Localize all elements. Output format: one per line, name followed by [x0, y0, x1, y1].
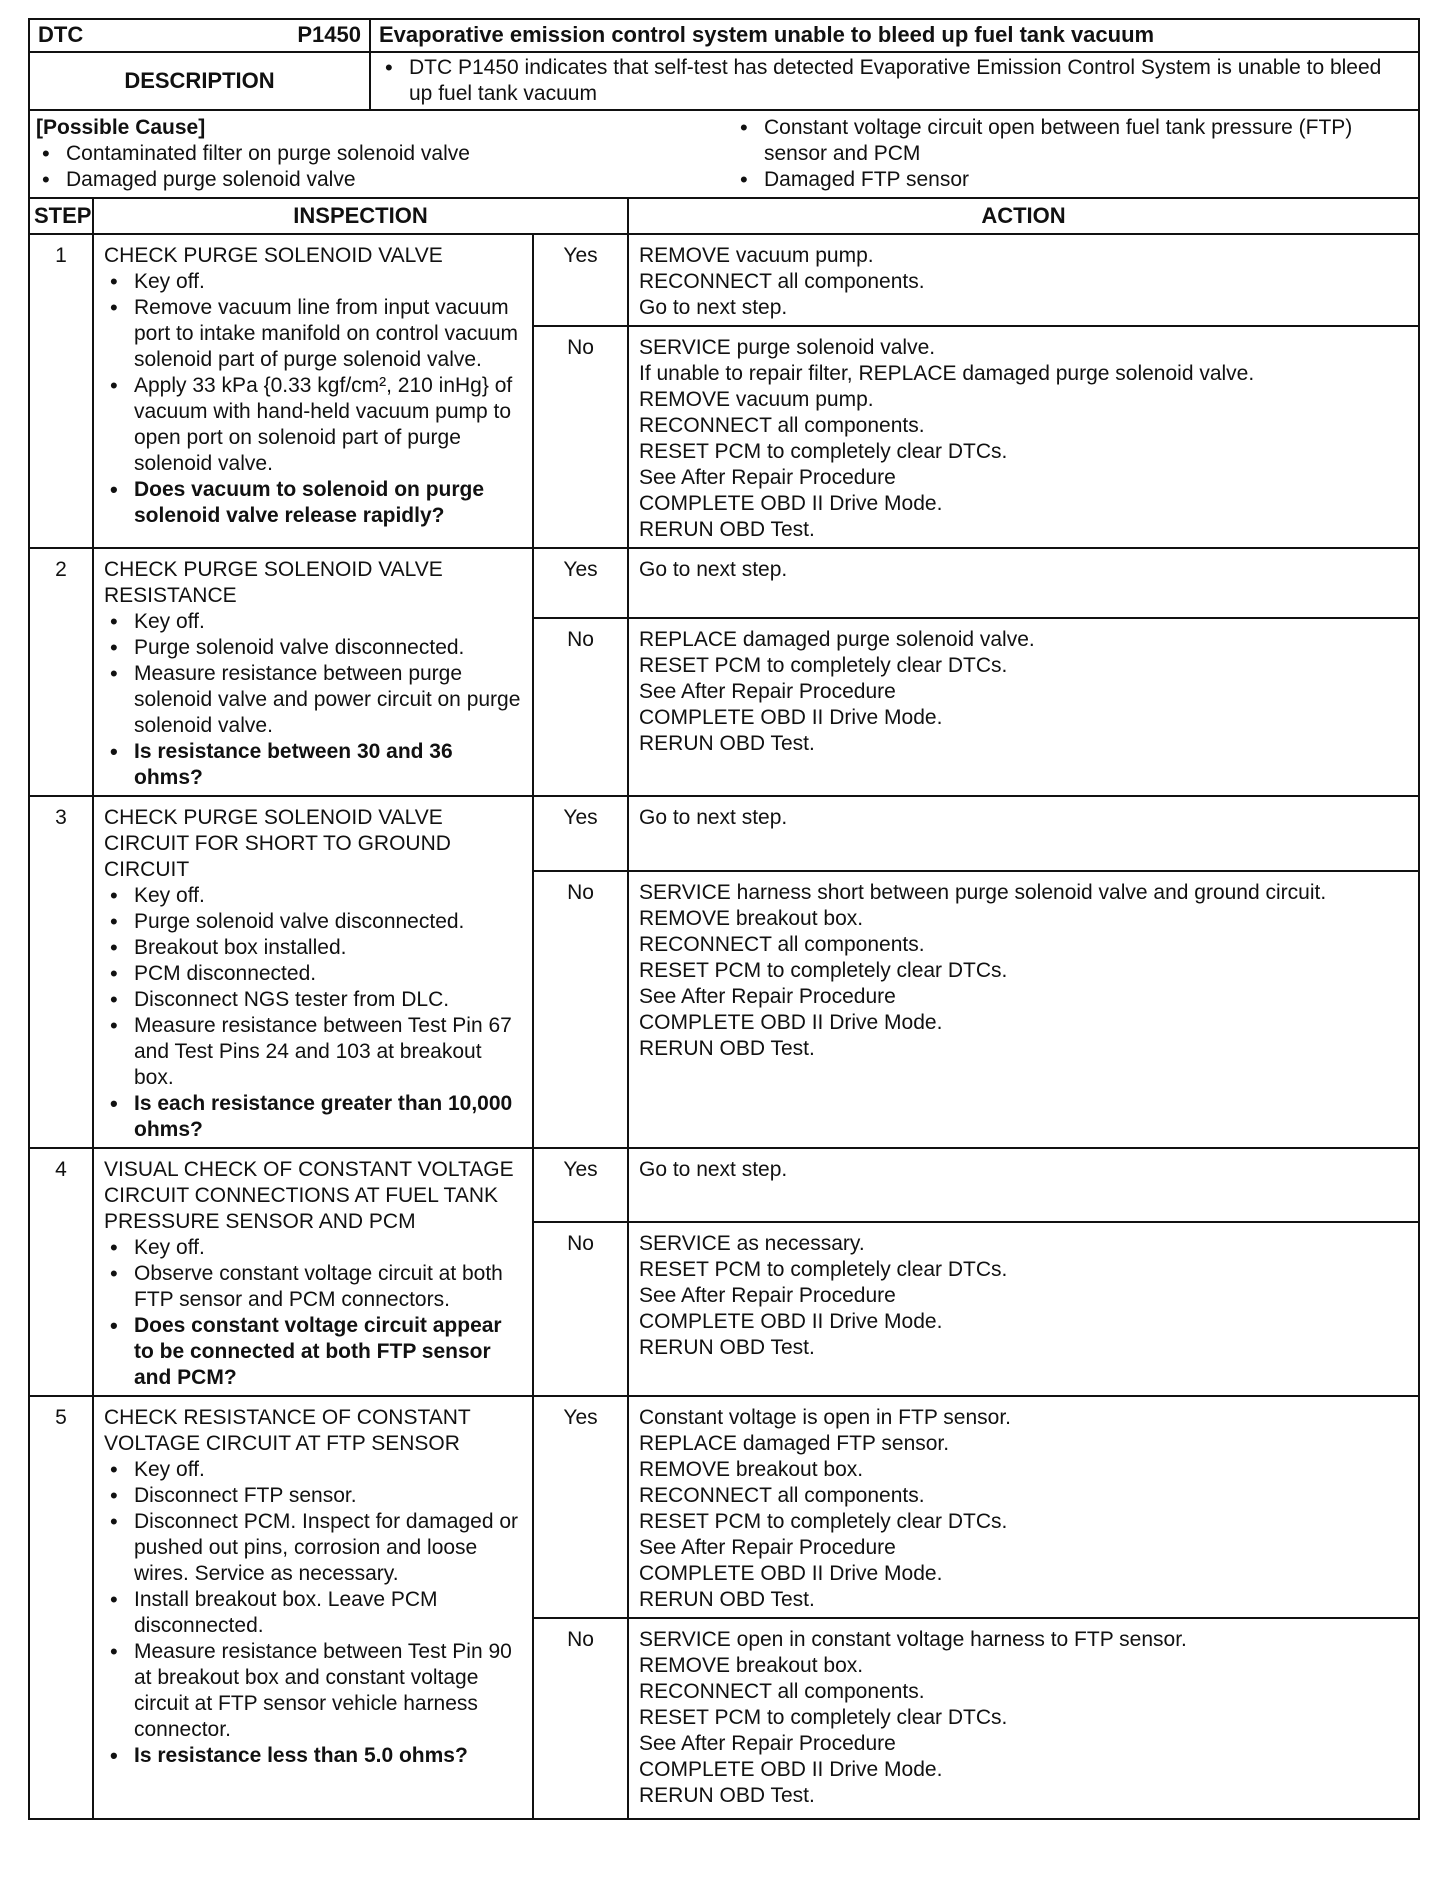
no-action-cell	[628, 871, 1419, 1148]
dtc-header-table	[28, 18, 1420, 199]
inspection-list	[104, 609, 522, 791]
inspection-item: • Remove vacuum line from input vacuum port to intake manifold on control vacuum solenoid part of purge solenoid valve.	[104, 295, 522, 373]
inspection-question: • Does constant voltage circuit appear to be connected at both FTP sensor and PCM?	[104, 1313, 522, 1391]
action-line: Constant voltage is open in FTP sensor.	[639, 1406, 1011, 1429]
yes-label: Yes	[533, 234, 628, 326]
inspection-question: • Does vacuum to solenoid on purge solenoid valve release rapidly?	[104, 477, 522, 529]
inspection-list	[104, 1235, 522, 1391]
dtc-cell	[29, 19, 370, 52]
inspection-question: • Is resistance less than 5.0 ohms?	[104, 1743, 522, 1769]
inspection-question: • Is resistance between 30 and 36 ohms?	[104, 739, 522, 791]
possible-cause-heading: [Possible Cause]	[36, 116, 206, 139]
inspection-title: CHECK PURGE SOLENOID VALVE	[104, 244, 443, 267]
yes-label: Yes	[533, 1148, 628, 1222]
no-action-cell	[628, 326, 1419, 548]
possible-cause-cell	[29, 110, 1419, 198]
dtc-code: P1450	[297, 22, 361, 47]
inspection-list	[104, 269, 522, 529]
action-line: RERUN OBD Test.	[639, 1588, 815, 1611]
action-line: See After Repair Procedure	[639, 1284, 896, 1308]
inspection-item: • Observe constant voltage circuit at both FTP sensor and PCM connectors.	[104, 1261, 522, 1313]
inspection-item: • PCM disconnected.	[104, 961, 522, 987]
yes-action-cell	[628, 548, 1419, 618]
action-line: Go to next step.	[639, 558, 788, 581]
yes-label: Yes	[533, 1396, 628, 1618]
step-number: 4	[29, 1148, 93, 1396]
description-cell	[370, 52, 1419, 110]
step-row	[29, 548, 1419, 618]
cause-item: • Damaged purge solenoid valve	[36, 167, 714, 193]
action-line: RECONNECT all components.	[639, 933, 925, 957]
action-line: See After Repair Procedure	[639, 466, 896, 489]
yes-action-cell	[628, 1148, 1419, 1222]
action-line: Go to next step.	[639, 1158, 788, 1181]
col-step-header: STEP	[29, 198, 93, 234]
inspection-item: • Breakout box installed.	[104, 935, 522, 961]
inspection-item: • Measure resistance between Test Pin 90 at breakout box and constant voltage circuit at FTP sensor vehicle harness connector.	[104, 1639, 522, 1743]
action-line: COMPLETE OBD II Drive Mode.	[639, 1310, 943, 1334]
inspection-item: • Key off.	[104, 609, 522, 635]
step-row	[29, 1396, 1419, 1618]
inspection-list	[104, 883, 522, 1143]
possible-cause-row	[29, 110, 1419, 198]
action-line: RESET PCM to completely clear DTCs.	[639, 1706, 1008, 1729]
inspection-list	[104, 1457, 522, 1769]
action-line: SERVICE open in constant voltage harness to FTP sensor.	[639, 1628, 1187, 1651]
action-line: See After Repair Procedure	[639, 679, 896, 703]
inspection-item: • Disconnect FTP sensor.	[104, 1483, 522, 1509]
action-line: SERVICE as necessary.	[639, 1232, 865, 1256]
dtc-title: Evaporative emission control system unable to bleed up fuel tank vacuum	[370, 19, 1419, 52]
action-line: See After Repair Procedure	[639, 1732, 896, 1755]
action-line: RESET PCM to completely clear DTCs.	[639, 653, 1008, 677]
inspection-question: • Is each resistance greater than 10,000 ohms?	[104, 1091, 522, 1143]
procedure-table	[28, 197, 1420, 1820]
action-line: RECONNECT all components.	[639, 270, 925, 293]
action-line: If unable to repair filter, REPLACE damaged purge solenoid valve.	[639, 362, 1255, 385]
inspection-item: • Measure resistance between Test Pin 67 and Test Pins 24 and 103 at breakout box.	[104, 1013, 522, 1091]
action-line: RERUN OBD Test.	[639, 1784, 815, 1807]
action-line: RERUN OBD Test.	[639, 518, 815, 541]
yes-label: Yes	[533, 796, 628, 871]
step-number: 5	[29, 1396, 93, 1819]
step-row	[29, 1148, 1419, 1222]
inspection-cell	[93, 1396, 533, 1819]
action-line: Go to next step.	[639, 806, 788, 829]
inspection-cell	[93, 548, 533, 796]
yes-action-cell	[628, 234, 1419, 326]
diagnostic-page	[28, 18, 1418, 1820]
inspection-cell	[93, 796, 533, 1148]
action-line: COMPLETE OBD II Drive Mode.	[639, 705, 943, 729]
action-line: REPLACE damaged FTP sensor.	[639, 1432, 950, 1455]
action-line: SERVICE purge solenoid valve.	[639, 336, 936, 359]
inspection-item: • Disconnect PCM. Inspect for damaged or pushed out pins, corrosion and loose wires. Service as necessary.	[104, 1509, 522, 1587]
cause-list-right	[734, 115, 1412, 193]
inspection-item: • Key off.	[104, 269, 522, 295]
no-action-cell	[628, 618, 1419, 796]
no-label: No	[533, 1222, 628, 1396]
action-line: REMOVE vacuum pump.	[639, 388, 874, 411]
inspection-item: • Key off.	[104, 1457, 522, 1483]
inspection-item: • Measure resistance between purge solenoid valve and power circuit on purge solenoid valve.	[104, 661, 522, 739]
action-line: RESET PCM to completely clear DTCs.	[639, 959, 1008, 983]
col-inspection-header: INSPECTION	[93, 198, 628, 234]
cause-item: • Damaged FTP sensor	[734, 167, 1412, 193]
step-number: 2	[29, 548, 93, 796]
action-line: REMOVE breakout box.	[639, 907, 864, 931]
inspection-item: • Key off.	[104, 1235, 522, 1261]
cause-item: • Contaminated filter on purge solenoid valve	[36, 141, 714, 167]
no-label: No	[533, 326, 628, 548]
description-label: DESCRIPTION	[29, 52, 370, 110]
dtc-label: DTC	[38, 22, 84, 47]
action-line: REMOVE breakout box.	[639, 1654, 864, 1677]
inspection-item: • Key off.	[104, 883, 522, 909]
action-line: RERUN OBD Test.	[639, 1336, 815, 1360]
step-number: 1	[29, 234, 93, 548]
action-line: COMPLETE OBD II Drive Mode.	[639, 1758, 943, 1781]
action-line: REMOVE vacuum pump.	[639, 244, 874, 267]
description-text: • DTC P1450 indicates that self-test has detected Evaporative Emission Control System is unable to bleed up fuel tank vacuum	[379, 55, 1410, 107]
cause-list-left	[36, 141, 714, 193]
no-label: No	[533, 871, 628, 1148]
step-number: 3	[29, 796, 93, 1148]
inspection-title: CHECK PURGE SOLENOID VALVE RESISTANCE	[104, 558, 443, 607]
yes-action-cell	[628, 1396, 1419, 1618]
inspection-item: • Purge solenoid valve disconnected.	[104, 635, 522, 661]
cause-item: • Constant voltage circuit open between fuel tank pressure (FTP) sensor and PCM	[734, 115, 1412, 167]
action-line: RECONNECT all components.	[639, 414, 925, 437]
inspection-title: CHECK PURGE SOLENOID VALVE CIRCUIT FOR SHORT TO GROUND CIRCUIT	[104, 806, 451, 881]
step-row	[29, 796, 1419, 871]
inspection-item: • Disconnect NGS tester from DLC.	[104, 987, 522, 1013]
action-line: COMPLETE OBD II Drive Mode.	[639, 492, 943, 515]
no-label: No	[533, 618, 628, 796]
no-label: No	[533, 1618, 628, 1819]
yes-label: Yes	[533, 548, 628, 618]
action-line: See After Repair Procedure	[639, 985, 896, 1009]
description-row	[29, 52, 1419, 110]
action-line: RERUN OBD Test.	[639, 731, 815, 755]
no-action-cell	[628, 1618, 1419, 1819]
inspection-item: • Install breakout box. Leave PCM disconnected.	[104, 1587, 522, 1639]
action-line: RESET PCM to completely clear DTCs.	[639, 1510, 1008, 1533]
action-line: RESET PCM to completely clear DTCs.	[639, 1258, 1008, 1282]
action-line: COMPLETE OBD II Drive Mode.	[639, 1562, 943, 1585]
action-line: RECONNECT all components.	[639, 1680, 925, 1703]
action-line: RERUN OBD Test.	[639, 1037, 815, 1061]
action-line: COMPLETE OBD II Drive Mode.	[639, 1011, 943, 1035]
step-row	[29, 234, 1419, 326]
inspection-cell	[93, 234, 533, 548]
yes-action-cell	[628, 796, 1419, 871]
no-action-cell	[628, 1222, 1419, 1396]
inspection-title: VISUAL CHECK OF CONSTANT VOLTAGE CIRCUIT CONNECTIONS AT FUEL TANK PRESSURE SENSOR AND PCM	[104, 1158, 514, 1233]
action-line: Go to next step.	[639, 296, 788, 319]
inspection-item: • Purge solenoid valve disconnected.	[104, 909, 522, 935]
action-line: REMOVE breakout box.	[639, 1458, 864, 1481]
column-header-row	[29, 198, 1419, 234]
action-line: RESET PCM to completely clear DTCs.	[639, 440, 1008, 463]
action-line: SERVICE harness short between purge solenoid valve and ground circuit.	[639, 881, 1327, 905]
inspection-cell	[93, 1148, 533, 1396]
action-line: See After Repair Procedure	[639, 1536, 896, 1559]
action-line: REPLACE damaged purge solenoid valve.	[639, 627, 1035, 651]
col-action-header: ACTION	[628, 198, 1419, 234]
inspection-title: CHECK RESISTANCE OF CONSTANT VOLTAGE CIRCUIT AT FTP SENSOR	[104, 1406, 471, 1455]
inspection-item: • Apply 33 kPa {0.33 kgf/cm², 210 inHg} of vacuum with hand-held vacuum pump to open port on solenoid part of purge solenoid valve.	[104, 373, 522, 477]
dtc-row	[29, 19, 1419, 52]
action-line: RECONNECT all components.	[639, 1484, 925, 1507]
